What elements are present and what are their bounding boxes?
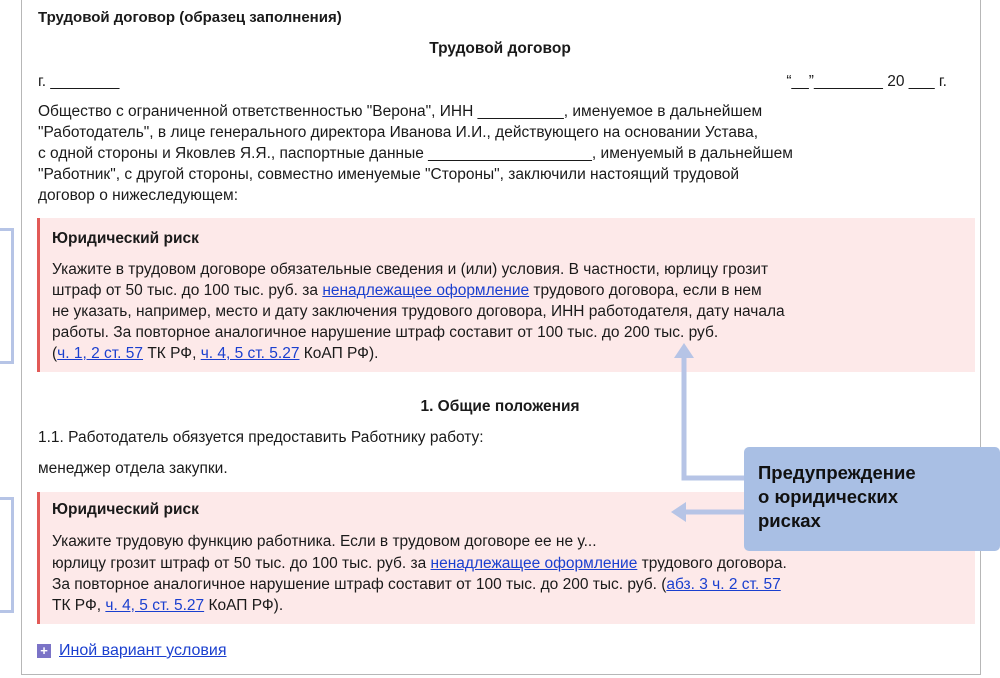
koap-article-5-27-link[interactable]: ч. 4, 5 ст. 5.27 [200,345,300,362]
risk-text-line: работы. За повторное аналогичное нарушение штраф составит от 100 тыс. до 200 тыс. руб. [52,324,719,341]
alternative-condition-link[interactable]: Иной вариант условия [59,642,227,659]
risk-bracket [0,497,14,613]
preamble-line: "Работодатель", в лице генерального директора Иванова И.И., действующего на основании Устава, [38,124,759,141]
tk-rf-article-57-link[interactable]: абз. 3 ч. 2 ст. 57 [666,576,781,593]
preamble-line: Общество с ограниченной ответственностью "Верона", ИНН __________, именуемое в дальнейшем [38,103,763,120]
risk-title: Юридический риск [52,230,199,247]
contract-title: Трудовой договор [429,40,571,57]
date-field: “__”________ 20 ___ г. [786,73,947,90]
koap-article-5-27-link[interactable]: ч. 4, 5 ст. 5.27 [105,597,205,614]
risk-title: Юридический риск [52,501,199,518]
callout-line: Предупреждение [758,462,916,483]
document-title: Трудовой договор (образец заполнения) [38,9,342,26]
risk-text-line: ТК РФ, ч. 4, 5 ст. 5.27 КоАП РФ). [52,597,284,614]
risk-text-line: (ч. 1, 2 ст. 57 ТК РФ, ч. 4, 5 ст. 5.27 КоАП РФ). [52,345,379,362]
risk-text-line: Укажите в трудовом договоре обязательные сведения и (или) условия. В частности, юрлицу грозит [52,261,769,278]
risk-text-line: юрлицу грозит штраф от 50 тыс. до 100 тыс. руб. за ненадлежащее оформление трудового договора. [52,555,787,572]
risk-text-line: штраф от 50 тыс. до 100 тыс. руб. за ненадлежащее оформление трудового договора, если в нем [52,282,762,299]
legal-risk-warning-callout [744,447,1000,551]
tk-rf-article-57-link[interactable]: ч. 1, 2 ст. 57 [57,345,144,362]
callout-line: о юридических [758,486,899,507]
clause-text: 1.1. Работодатель обязуется предоставить Работнику работу: [38,429,484,446]
callout-line: рисках [758,510,821,531]
plus-icon[interactable]: + [37,644,51,658]
preamble-line: с одной стороны и Яковлев Я.Я., паспортные данные ___________________, именуемый в дальнейшем [38,145,793,162]
risk-text-line: За повторное аналогичное нарушение штраф составит от 100 тыс. до 200 тыс. руб. (абз. 3 ч. 2 ст. 57 [52,576,781,593]
risk-text-line: не указать, например, место и дату заключения трудового договора, ИНН работодателя, дату начала [52,303,785,320]
preamble-line: договор о нижеследующем: [38,187,238,204]
preamble-line: "Работник", с другой стороны, совместно именуемые "Стороны", заключили настоящий трудовой [38,166,740,183]
city-field: г. ________ [38,73,120,90]
risk-bracket [0,228,14,364]
risk-text-line: Укажите трудовую функцию работника. Если в трудовом договоре ее не у... [52,533,597,550]
job-position-value: менеджер отдела закупки. [38,460,228,477]
section-title: 1. Общие положения [420,398,580,415]
improper-registration-link[interactable]: ненадлежащее оформление [430,555,638,572]
improper-registration-link[interactable]: ненадлежащее оформление [322,282,530,299]
